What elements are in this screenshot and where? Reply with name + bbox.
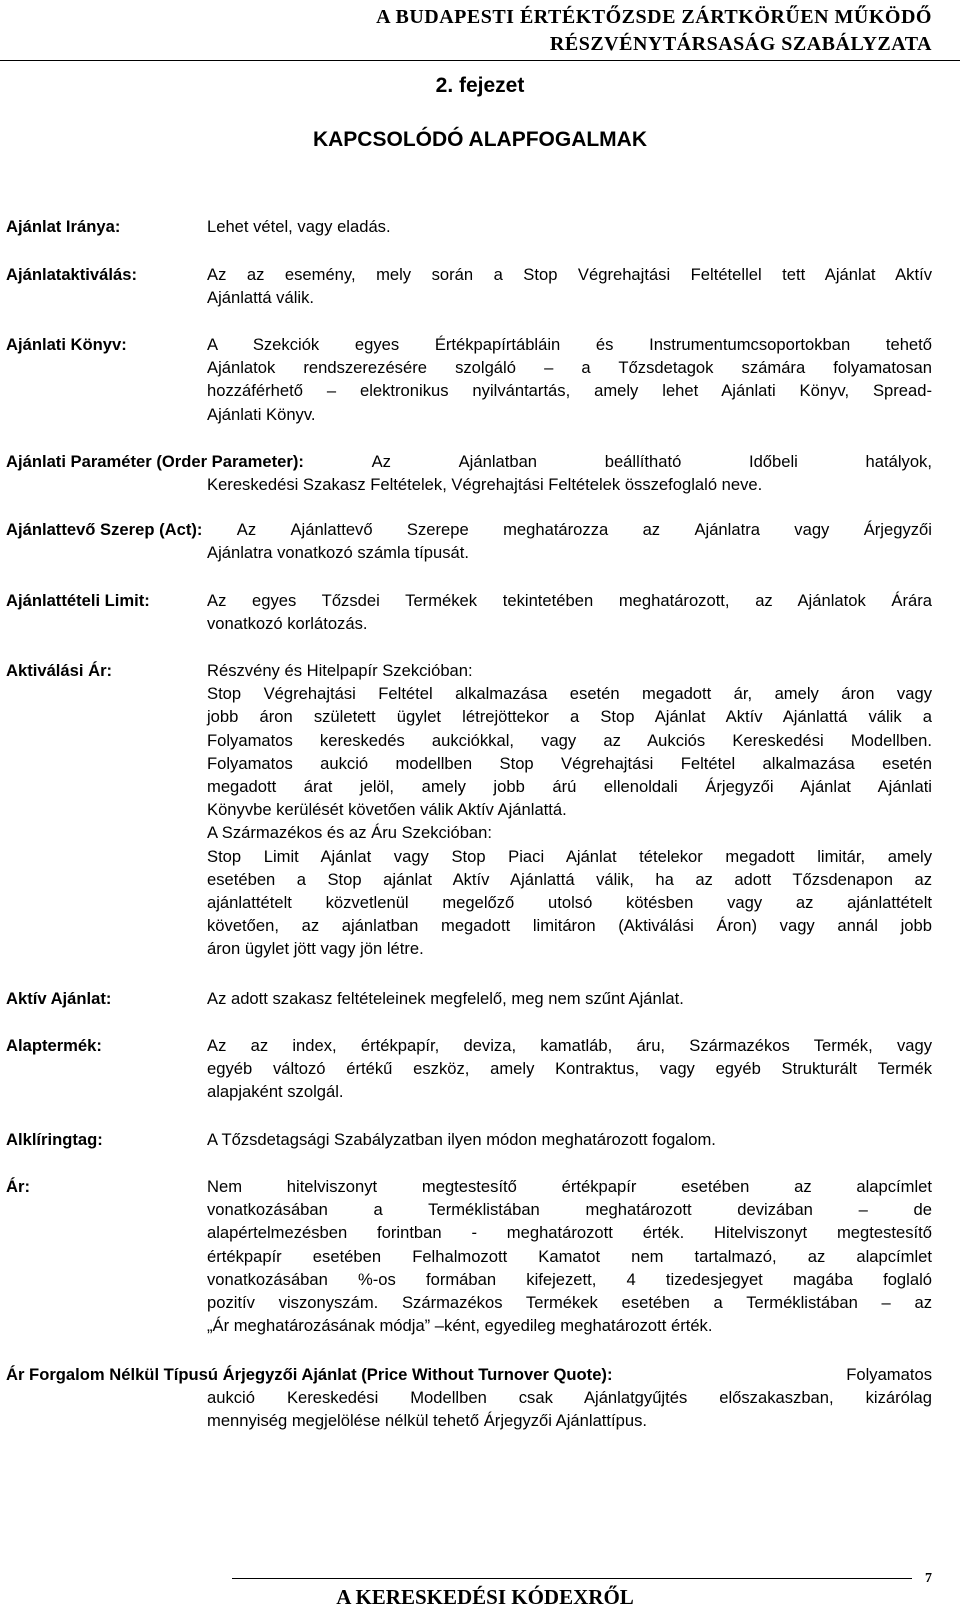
text-line: „Ár meghatározásának módja” –ként, egyedileg meghatározott érték. bbox=[207, 1316, 713, 1336]
text-line: értékpapír esetében Felhalmozott Kamatot nem tartalmazó, az alapcímlet bbox=[207, 1246, 932, 1266]
definition-text bbox=[207, 541, 932, 564]
header-rule bbox=[0, 60, 960, 61]
text-line: követően, az ajánlatban megadott limitáron (Aktiválási Áron) vagy annál jobb bbox=[207, 916, 932, 936]
text-line: Stop Limit Ajánlat vagy Stop Piaci Ajánlat tételekor megadott limitár, amely bbox=[207, 846, 932, 866]
text-line: mennyiség megjelölése nélkül tehető Árjegyzői Ajánlattípus. bbox=[207, 1411, 647, 1431]
definition-term: Aktív Ajánlat: bbox=[6, 989, 112, 1008]
page-number: 7 bbox=[925, 1571, 932, 1586]
text-line: vonatkozásában a Terméklistában meghatározott devizában – de bbox=[207, 1200, 932, 1220]
definition-aktiv-ajanlat bbox=[6, 987, 932, 1010]
text-word: Ajánlatban bbox=[458, 452, 538, 471]
text-word: hatályok, bbox=[865, 452, 932, 471]
page-header bbox=[0, 4, 960, 58]
text-word: Az bbox=[371, 452, 391, 471]
text-line: esetében a Stop ajánlat Aktív Ajánlattá válik, ha az adott Tőzsdenapon az bbox=[207, 869, 932, 889]
definition-text bbox=[207, 1034, 932, 1104]
text-word: Szerepe bbox=[406, 520, 469, 539]
definition-term: Ajánlat Iránya: bbox=[6, 217, 121, 236]
definition-ajanlati-parameter bbox=[6, 450, 932, 496]
definition-alkliringtag bbox=[6, 1128, 932, 1151]
text-line: vonatkozásában %-os formában kifejezett, 4 tizedesjegyet magába foglaló bbox=[207, 1269, 932, 1289]
text-line: A Tőzsdetagsági Szabályzatban ilyen módon meghatározott fogalom. bbox=[207, 1130, 716, 1149]
text-word: Ajánlattevő bbox=[290, 520, 373, 539]
text-line: aukció Kereskedési Modellben csak Ajánlatgyűjtés előszakaszban, kizárólag bbox=[207, 1388, 932, 1408]
text-line: áron ügylet jött vagy jön létre. bbox=[207, 939, 424, 959]
text-line: Könyvbe kerülését követően válik Aktív Ajánlattá. bbox=[207, 800, 567, 820]
definition-ar-forgalom-nelkul bbox=[6, 1363, 932, 1433]
text-line: A Származékos és az Áru Szekcióban: bbox=[207, 823, 492, 843]
definition-term: Ajánlataktiválás: bbox=[6, 265, 137, 284]
text-line: Részvény és Hitelpapír Szekcióban: bbox=[207, 661, 473, 680]
header-line-2: RÉSZVÉNYTÁRSASÁG SZABÁLYZATA bbox=[549, 33, 932, 55]
definition-alaptermek bbox=[6, 1034, 932, 1104]
definition-text bbox=[207, 473, 932, 496]
text-line: Ajánlatra vonatkozó számla típusát. bbox=[207, 543, 469, 563]
definition-term: Ár: bbox=[6, 1177, 30, 1196]
text-word: Időbeli bbox=[748, 452, 798, 471]
chapter-heading: 2. fejezet bbox=[435, 74, 525, 97]
definition-text bbox=[207, 333, 932, 426]
text-line: Stop Végrehajtási Feltétel alkalmazása esetén megadott ár, amely áron vagy bbox=[207, 684, 932, 704]
text-line: A Szekciók egyes Értékpapírtábláin és Instrumentumcsoportokban tehető bbox=[207, 335, 932, 354]
text-line: Ajánlattá válik. bbox=[207, 288, 314, 308]
text-line: Az az index, értékpapír, deviza, kamatláb, áru, Származékos Termék, vagy bbox=[207, 1036, 932, 1055]
definition-term: Ajánlattételi Limit: bbox=[6, 591, 150, 610]
definition-term: Ajánlattevő Szerep (Act): bbox=[6, 520, 203, 539]
text-word: Folyamatos bbox=[846, 1365, 932, 1384]
definition-text bbox=[207, 659, 932, 961]
definition-text bbox=[207, 215, 932, 238]
definition-ajanlat-iranya bbox=[6, 215, 932, 238]
text-word: Árjegyzői bbox=[863, 520, 932, 539]
text-line: jobb áron született ügylet létrejöttekor a Stop Ajánlat Aktív Ajánlattá válik a bbox=[207, 707, 932, 727]
definition-text bbox=[207, 263, 932, 309]
definition-aktivalasi-ar bbox=[6, 659, 932, 961]
text-word: Az bbox=[236, 520, 257, 539]
definition-text bbox=[207, 589, 932, 635]
text-line: vonatkozó korlátozás. bbox=[207, 614, 368, 634]
definition-term: Alklíringtag: bbox=[6, 1130, 103, 1149]
text-line: Folyamatos kereskedés aukciókkal, vagy az Aukciós Kereskedési Modellben. bbox=[207, 730, 932, 750]
text-word: Ajánlatra bbox=[694, 520, 760, 539]
definition-ar bbox=[6, 1175, 932, 1337]
text-line: Az az esemény, mely során a Stop Végrehajtási Feltétellel tett Ajánlat Aktív bbox=[207, 265, 932, 284]
text-line: Az adott szakasz feltételeinek megfelelő, meg nem szűnt Ajánlat. bbox=[207, 989, 684, 1008]
text-word: meghatározza bbox=[503, 520, 609, 539]
definition-first-line bbox=[6, 518, 932, 541]
text-word: az bbox=[642, 520, 661, 539]
text-line: Ajánlati Könyv. bbox=[207, 404, 316, 424]
text-line: Kereskedési Szakasz Feltételek, Végrehajtási Feltételek összefoglaló neve. bbox=[207, 475, 763, 495]
definition-first-line bbox=[6, 450, 932, 473]
text-word: beállítható bbox=[604, 452, 682, 471]
definition-term: Aktiválási Ár: bbox=[6, 661, 113, 680]
text-line: megadott árat jelöl, amely jobb árú ellenoldali Árjegyzői Ajánlat Ajánlati bbox=[207, 777, 932, 797]
text-line: alapértelmezésben forintban - meghatározott érték. Hitelviszonyt megtestesítő bbox=[207, 1223, 932, 1243]
definition-text bbox=[207, 1175, 932, 1337]
text-line: Az egyes Tőzsdei Termékek tekintetében meghatározott, az Ajánlatok Árára bbox=[207, 591, 932, 610]
section-title: KAPCSOLÓDÓ ALAPFOGALMAK bbox=[312, 128, 648, 151]
definition-ajanlatteteli-limit bbox=[6, 589, 932, 635]
text-line: Ajánlatok rendszerezésére szolgáló – a Tőzsdetagok számára folyamatosan bbox=[207, 358, 932, 378]
text-line: Nem hitelviszonyt megtestesítő értékpapír esetében az alapcímlet bbox=[207, 1177, 932, 1196]
definition-term: Ajánlati Paraméter (Order Parameter): bbox=[6, 452, 304, 471]
text-line: Folyamatos aukció modellben Stop Végrehajtási Feltétel alkalmazása esetén bbox=[207, 753, 932, 773]
text-line: pozitív viszonyszám. Származékos Termékek esetében a Terméklistában – az bbox=[207, 1293, 932, 1313]
header-line-1: A BUDAPESTI ÉRTÉKTŐZSDE ZÁRTKÖRŰEN MŰKÖDŐ bbox=[376, 6, 932, 28]
definition-ajanlattevo-szerep bbox=[6, 518, 932, 564]
footer-title: A KERESKEDÉSI KÓDEXRŐL bbox=[336, 1585, 634, 1609]
definition-term: Alaptermék: bbox=[6, 1036, 102, 1055]
definition-text bbox=[207, 1128, 932, 1151]
definition-text bbox=[207, 987, 932, 1010]
text-line: ajánlattételt közvetlenül megelőző utolsó kötésben vagy az ajánlattételt bbox=[207, 893, 932, 913]
definition-term: Ár Forgalom Nélkül Típusú Árjegyzői Ajánlat (Price Without Turnover Quote): bbox=[6, 1365, 613, 1384]
text-line: alapjaként szolgál. bbox=[207, 1082, 344, 1102]
definition-ajanlataktivalas bbox=[6, 263, 932, 309]
text-line: hozzáférhető – elektronikus nyilvántartás, amely lehet Ajánlati Könyv, Spread- bbox=[207, 381, 932, 401]
text-line: Lehet vétel, vagy eladás. bbox=[207, 217, 391, 236]
definition-term: Ajánlati Könyv: bbox=[6, 335, 127, 354]
text-word: vagy bbox=[794, 520, 830, 539]
footer-rule bbox=[232, 1578, 912, 1579]
definition-text bbox=[207, 1386, 932, 1432]
definition-first-line bbox=[6, 1363, 932, 1386]
text-line: egyéb változó értékű eszköz, amely Kontraktus, vagy egyéb Strukturált Termék bbox=[207, 1059, 932, 1079]
definition-ajanlati-konyv bbox=[6, 333, 932, 426]
